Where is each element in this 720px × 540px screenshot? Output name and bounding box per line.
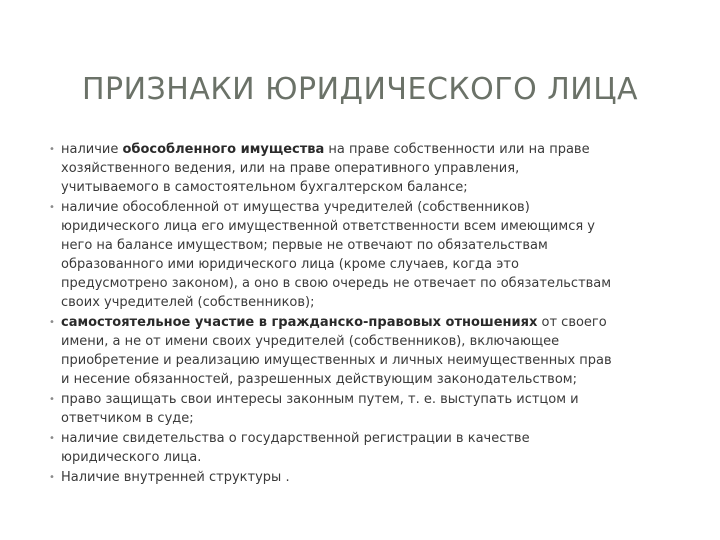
bullet-line: юридического лица. — [61, 450, 202, 465]
text-run: от своего — [537, 315, 607, 330]
bullet-dot-icon: • — [49, 317, 55, 328]
bullet-line: образованного ими юридического лица (кроме случаев, когда это — [61, 257, 519, 272]
bullet-line: ответчиком в суде; — [61, 411, 194, 426]
text-run: наличие — [61, 142, 123, 157]
bullet-line: наличие свидетельства о государственной регистрации в качестве — [61, 431, 530, 446]
bullet-line: него на балансе имуществом; первые не отвечают по обязательствам — [61, 238, 548, 253]
bullet-item-1 — [47, 140, 677, 197]
bold-term: самостоятельное участие в гражданско-правовых отношениях — [61, 315, 538, 330]
bullet-line: и несение обязанностей, разрешенных действующим законодательством; — [61, 372, 577, 387]
bullet-item-4 — [47, 390, 677, 428]
bold-term: обособленного имущества — [122, 142, 325, 157]
bullet-line: юридического лица его имущественной ответственности всем имеющимся у — [61, 219, 595, 234]
bullet-item-2 — [47, 198, 677, 312]
bullet-line: наличие обособленной от имущества учредителей (собственников) — [61, 200, 530, 215]
bullet-line: право защищать свои интересы законным путем, т. е. выступать истцом и — [61, 392, 579, 407]
text-run: на праве собственности или на праве — [324, 142, 590, 157]
bullet-line: предусмотрено законом), а оно в свою очередь не отвечает по обязательствам — [61, 276, 612, 291]
bullet-line: приобретение и реализацию имущественных и личных неимущественных прав — [61, 353, 612, 368]
bullet-item-3 — [47, 313, 677, 389]
bullet-line — [61, 140, 677, 159]
slide-title: ПРИЗНАКИ ЮРИДИЧЕСКОГО ЛИЦА — [81, 72, 639, 108]
bullet-dot-icon: • — [49, 202, 55, 213]
bullet-list — [47, 140, 677, 488]
bullet-dot-icon: • — [49, 394, 55, 405]
bullet-line: своих учредителей (собственников); — [61, 295, 315, 310]
bullet-line: Наличие внутренней структуры . — [61, 470, 290, 485]
bullet-dot-icon: • — [49, 472, 55, 483]
bullet-item-6 — [47, 468, 677, 487]
bullet-item-5 — [47, 429, 677, 467]
bullet-line — [61, 313, 677, 332]
bullet-line: хозяйственного ведения, или на праве оперативного управления, — [61, 161, 520, 176]
bullet-dot-icon: • — [49, 144, 55, 155]
bullet-line: имени, а не от имени своих учредителей (собственников), включающее — [61, 334, 560, 349]
bullet-dot-icon: • — [49, 433, 55, 444]
bullet-line: учитываемого в самостоятельном бухгалтерском балансе; — [61, 180, 468, 195]
